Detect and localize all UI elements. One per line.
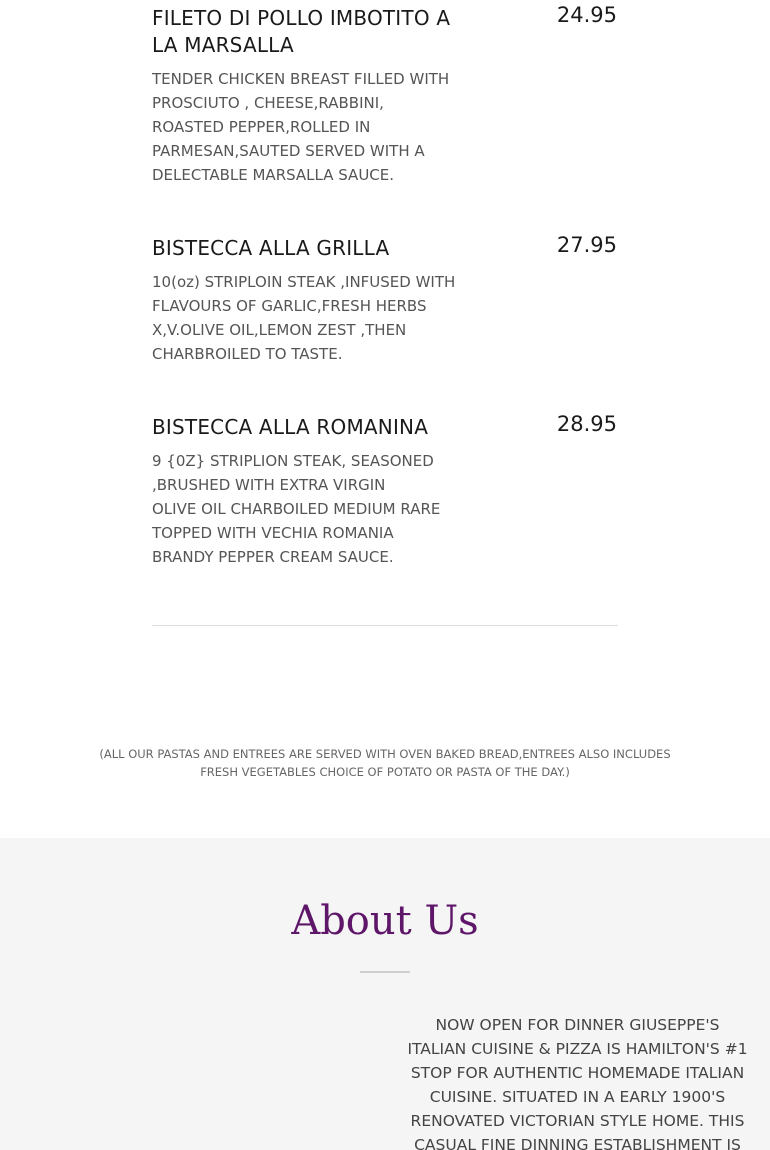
menu-item-description: TENDER CHICKEN BREAST FILLED WITH PROSCIUTO , CHEESE,RABBINI, ROASTED PEPPER,ROLLED IN PARMESAN,SAUTED SERVED WITH A DELECTABLE MARSALLA SAUCE. <box>152 70 450 184</box>
menu-item <box>152 5 618 187</box>
menu-item-price: 28.95 <box>556 412 617 436</box>
about-section <box>0 838 770 1150</box>
about-title: About Us <box>291 898 479 944</box>
menu-item-description: 9 {0Z} STRIPLION STEAK, SEASONED ,BRUSHED WITH EXTRA VIRGIN OLIVE OIL CHARBOILED MEDIUM RARE TOPPED WITH VECHIA ROMANIA BRANDY PEPPER CREAM SAUCE. <box>152 452 441 566</box>
menu-divider <box>152 625 618 626</box>
menu-item-name: BISTECCA ALLA ROMANINA <box>152 415 429 439</box>
menu-item-description: 10(oz) STRIPLOIN STEAK ,INFUSED WITH FLAVOURS OF GARLIC,FRESH HERBS X,V.OLIVE OIL,LEMON ZEST ,THEN CHARBROILED TO TASTE. <box>152 273 456 363</box>
about-title-underline <box>360 971 410 973</box>
menu-item-name: FILETO DI POLLO IMBOTITO A LA MARSALLA <box>152 6 451 57</box>
menu-item-price: 27.95 <box>556 233 617 257</box>
menu-item-price: 24.95 <box>556 3 617 27</box>
menu-item-name: BISTECCA ALLA GRILLA <box>152 236 390 260</box>
menu-footnote: (ALL OUR PASTAS AND ENTREES ARE SERVED WITH OVEN BAKED BREAD,ENTREES ALSO INCLUDES FRESH VEGETABLES CHOICE OF POTATO OR PASTA OF THE DAY.) <box>99 747 671 779</box>
about-text: NOW OPEN FOR DINNER GIUSEPPE'S ITALIAN CUISINE & PIZZA IS HAMILTON'S #1 STOP FOR AUTHENTIC HOMEMADE ITALIAN CUISINE. SITUATED IN A EARLY 1900'S RENOVATED VICTORIAN STYLE HOME. THIS CASUAL FINE DINNING ESTABLISHMENT IS <box>407 1016 748 1150</box>
menu-item <box>152 235 618 366</box>
menu-item <box>152 414 618 569</box>
